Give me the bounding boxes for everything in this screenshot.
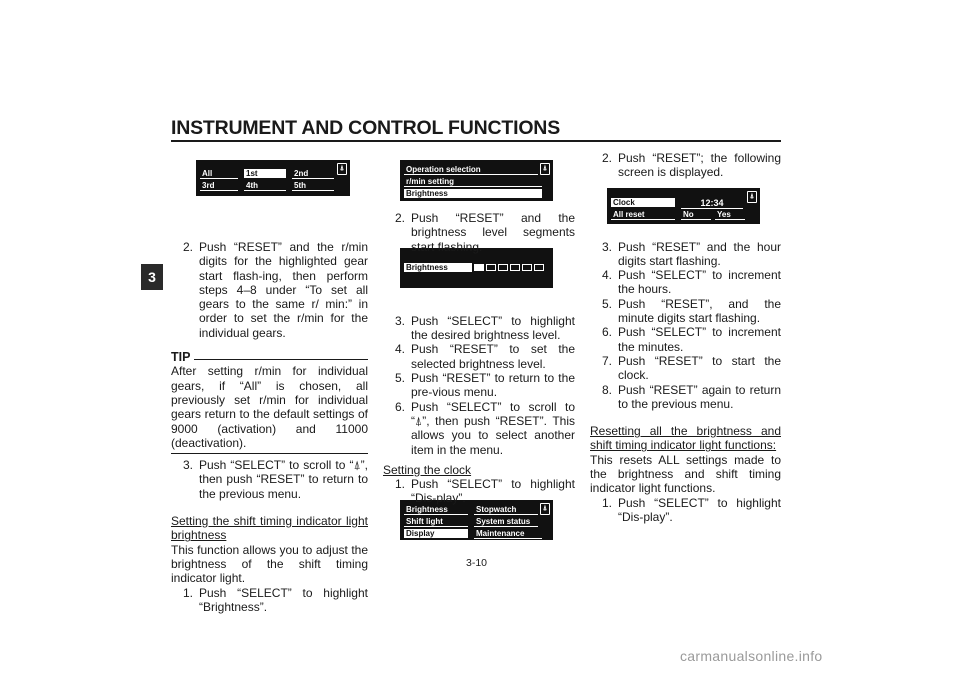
step-item: 2. Push “RESET” and the brightness level segments start flashing. [395,211,575,254]
step-item: 3. Push “RESET” and the hour digits start flashing. [602,239,781,268]
step-item: 4. Push “SELECT” to increment the hours. [602,268,781,297]
lcd-corner-icon: ⍋ [540,163,550,175]
lcd-menu-display: Display [404,529,468,538]
step-item: 6. Push “SELECT” to increment the minutes. [602,325,781,354]
tip-text: After setting r/min for individual gears, if “All” is chosen, all previously set r/min for individual gears return to the default settings of 9000 (activation) and 11000 (deactivation). [171,364,368,450]
lcd-gear-2nd: 2nd [292,169,334,179]
lcd-gear-3rd: 3rd [200,181,238,191]
chapter-tab: 3 [141,264,163,290]
step-item: 3. Push “SELECT” to scroll to “⍋”, then push “RESET” to return to the previous menu. [183,458,368,501]
lcd-menu-operation-selection: Operation selection [404,165,538,175]
lcd-gear-selection [196,160,350,196]
lcd-menu-rmin-setting: r/min setting [404,177,542,187]
lcd-all-reset-label: All reset [611,210,675,220]
section-heading: Resetting all the brightness and shift timing indicator light functions: [590,424,781,453]
step-item: 1. Push “SELECT” to highlight “Dis-play”. [602,495,781,524]
column-1 [171,240,368,614]
lcd-corner-icon: ⍋ [353,458,361,473]
lcd-operation-menu [400,160,553,201]
lcd-main-menu [400,500,553,540]
tip-heading: TIP [171,350,368,364]
step-item: 7. Push “RESET” to start the clock. [602,353,781,383]
lcd-corner-icon: ⍋ [540,503,550,515]
lcd-corner-icon: ⍋ [747,191,757,203]
step-item: 6. Push “SELECT” to scroll to “⍋”, then push “RESET”. This allows you to select another item in the menu. [395,399,575,457]
tip-end-rule [171,453,368,454]
lcd-clock-label: Clock [611,198,675,207]
lcd-menu-system-status: System status [474,517,538,527]
section-heading: Setting the shift timing indicator light brightness [171,514,368,543]
lcd-menu-brightness: Brightness [404,505,468,515]
step-item: 4. Push “RESET” to set the selected brightness level. [395,342,575,371]
lcd-gear-all: All [200,169,238,179]
body-text: This function allows you to adjust the brightness of the shift timing indicator light. [171,542,368,586]
column-3 [590,151,781,524]
step-item: 2. Push “RESET” and the r/min digits for the highlighted gear start flash-ing, then perform steps 4–8 under “To set all gears to the same r/ min:” in order to set the r/min for the individual gears. [183,240,368,340]
step-item: 8. Push “RESET” again to return to the previous menu. [602,382,781,411]
lcd-menu-stopwatch: Stopwatch [474,505,538,515]
lcd-menu-shift-light: Shift light [404,517,468,527]
lcd-gear-1st: 1st [244,169,286,178]
lcd-reset-no: No [681,210,711,220]
lcd-menu-maintenance: Maintenance [474,529,542,539]
step-item: 1. Push “SELECT” to highlight “Brightness”. [183,585,368,614]
step-item: 3. Push “SELECT” to highlight the desired brightness level. [395,313,575,343]
step-item: 1. Push “SELECT” to highlight “Dis-play”. [395,477,575,506]
body-text: This resets ALL settings made to the brightness and shift timing indicator light functions. [590,452,781,496]
lcd-brightness-label: Brightness [404,263,472,272]
section-heading: Setting the clock [383,462,472,477]
lcd-clock-time: 12:34 [681,198,743,209]
lcd-gear-5th: 5th [292,181,334,191]
lcd-reset-yes: Yes [715,210,745,220]
watermark: carmanualsonline.info [680,648,823,664]
page-number: 3-10 [466,557,488,569]
step-item: 5. Push “RESET”, and the minute digits start flashing. [602,296,781,326]
lcd-corner-icon: ⍋ [337,163,347,175]
lcd-gear-4th: 4th [244,181,286,191]
step-item: 2. Push “RESET”; the following screen is displayed. [602,151,781,180]
step-item: 5. Push “RESET” to return to the pre-vious menu. [395,371,575,400]
page-header-title: INSTRUMENT AND CONTROL FUNCTIONS [171,117,560,139]
header-rule [171,140,781,142]
column-2 [383,211,575,506]
lcd-menu-brightness: Brightness [404,189,542,198]
lcd-corner-icon: ⍋ [415,413,423,428]
